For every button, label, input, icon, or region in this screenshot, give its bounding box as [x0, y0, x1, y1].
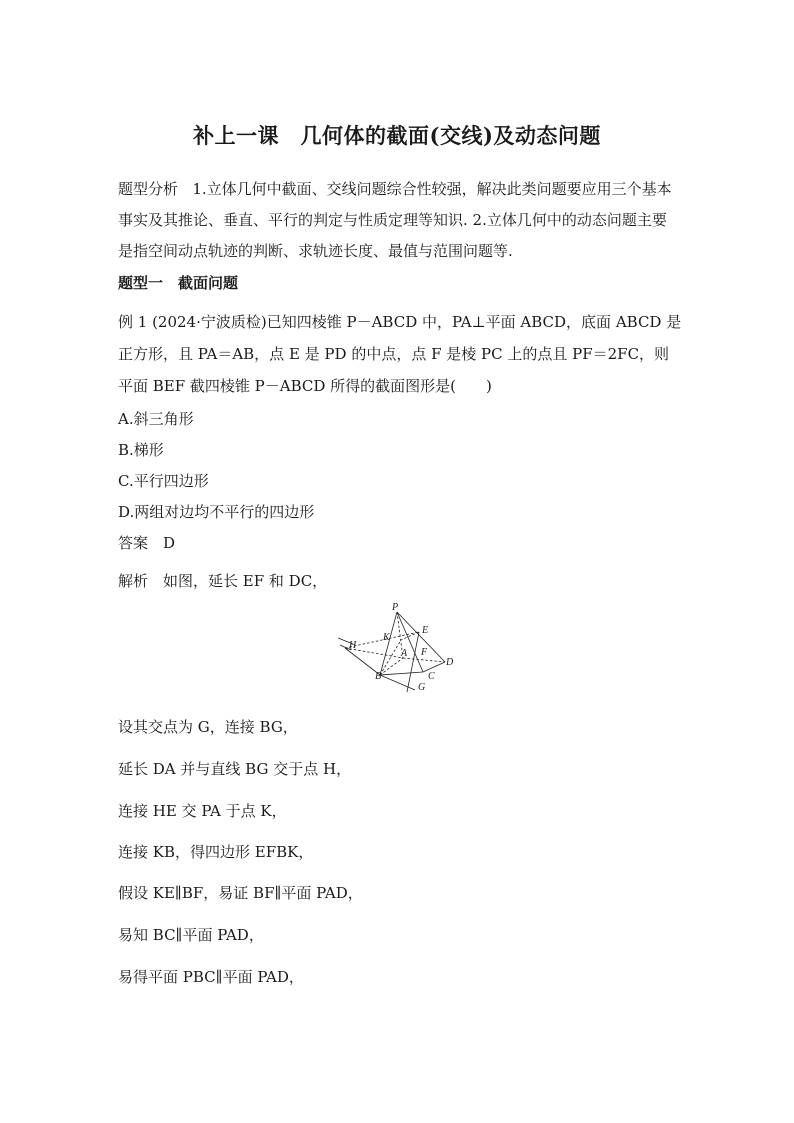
- solution-intro: 解析 如图，延长 EF 和 DC，: [118, 572, 328, 590]
- step-5: 假设 KE∥BF，易证 BF∥平面 PAD，: [118, 884, 363, 902]
- label-g: G: [418, 682, 426, 693]
- edge-ad: [403, 658, 445, 662]
- step-4: 连接 KB，得四边形 EFBK，: [118, 843, 314, 861]
- analysis-label: 题型分析: [118, 180, 179, 198]
- label-d: D: [446, 657, 454, 668]
- step-7: 易得平面 PBC∥平面 PAD，: [118, 968, 304, 986]
- example-line-3: 平面 BEF 截四棱锥 P－ABCD 所得的截面图形是( ): [118, 377, 492, 395]
- step-2: 延长 DA 并与直线 BG 交于点 H，: [118, 760, 352, 778]
- analysis-paragraph: [118, 174, 678, 267]
- line-kb: [380, 640, 401, 675]
- label-a: A: [401, 648, 408, 659]
- label-b: B: [375, 671, 382, 682]
- option-c: C.平行四边形: [118, 472, 209, 490]
- edge-pc: [397, 612, 423, 672]
- page-title: 补上一课 几何体的截面(交线)及动态问题: [193, 123, 601, 148]
- example-line-2: 正方形，且 PA＝AB，点 E 是 PD 的中点，点 F 是棱 PC 上的点且 PF＝2FC，则: [118, 345, 670, 363]
- example-line-1: 例 1 (2024·宁波质检)已知四棱锥 P－ABCD 中，PA⊥平面 ABCD，底面 ABCD 是: [118, 313, 682, 331]
- step-6: 易知 BC∥平面 PAD，: [118, 926, 264, 944]
- label-f: F: [421, 647, 428, 658]
- option-b: B.梯形: [118, 441, 164, 459]
- label-p: P: [392, 602, 399, 613]
- label-k: K: [383, 632, 390, 643]
- edge-pb: [380, 612, 397, 675]
- answer-line: 答案 D: [118, 534, 176, 552]
- option-a: A.斜三角形: [118, 410, 194, 428]
- option-d: D.两组对边均不平行的四边形: [118, 503, 315, 521]
- line-ke: [401, 632, 419, 640]
- label-c: C: [428, 671, 435, 682]
- label-h: H: [349, 640, 357, 651]
- geometry-figure: [335, 600, 460, 695]
- edge-ab: [380, 658, 403, 675]
- label-e: E: [422, 625, 429, 636]
- section-heading: 题型一 截面问题: [118, 274, 239, 292]
- edge-bc: [380, 672, 423, 675]
- analysis-text: 1.立体几何中截面、交线问题综合性较强，解决此类问题要应用三个基本事实及其推论、垂直、平行的判定与性质定理等知识. 2.立体几何中的动态问题主要是指空间动点轨迹的判断、求轨迹长度、最值与范围问题等.: [118, 180, 672, 260]
- step-1: 设其交点为 G，连接 BG，: [118, 718, 298, 736]
- step-3: 连接 HE 交 PA 于点 K，: [118, 802, 287, 820]
